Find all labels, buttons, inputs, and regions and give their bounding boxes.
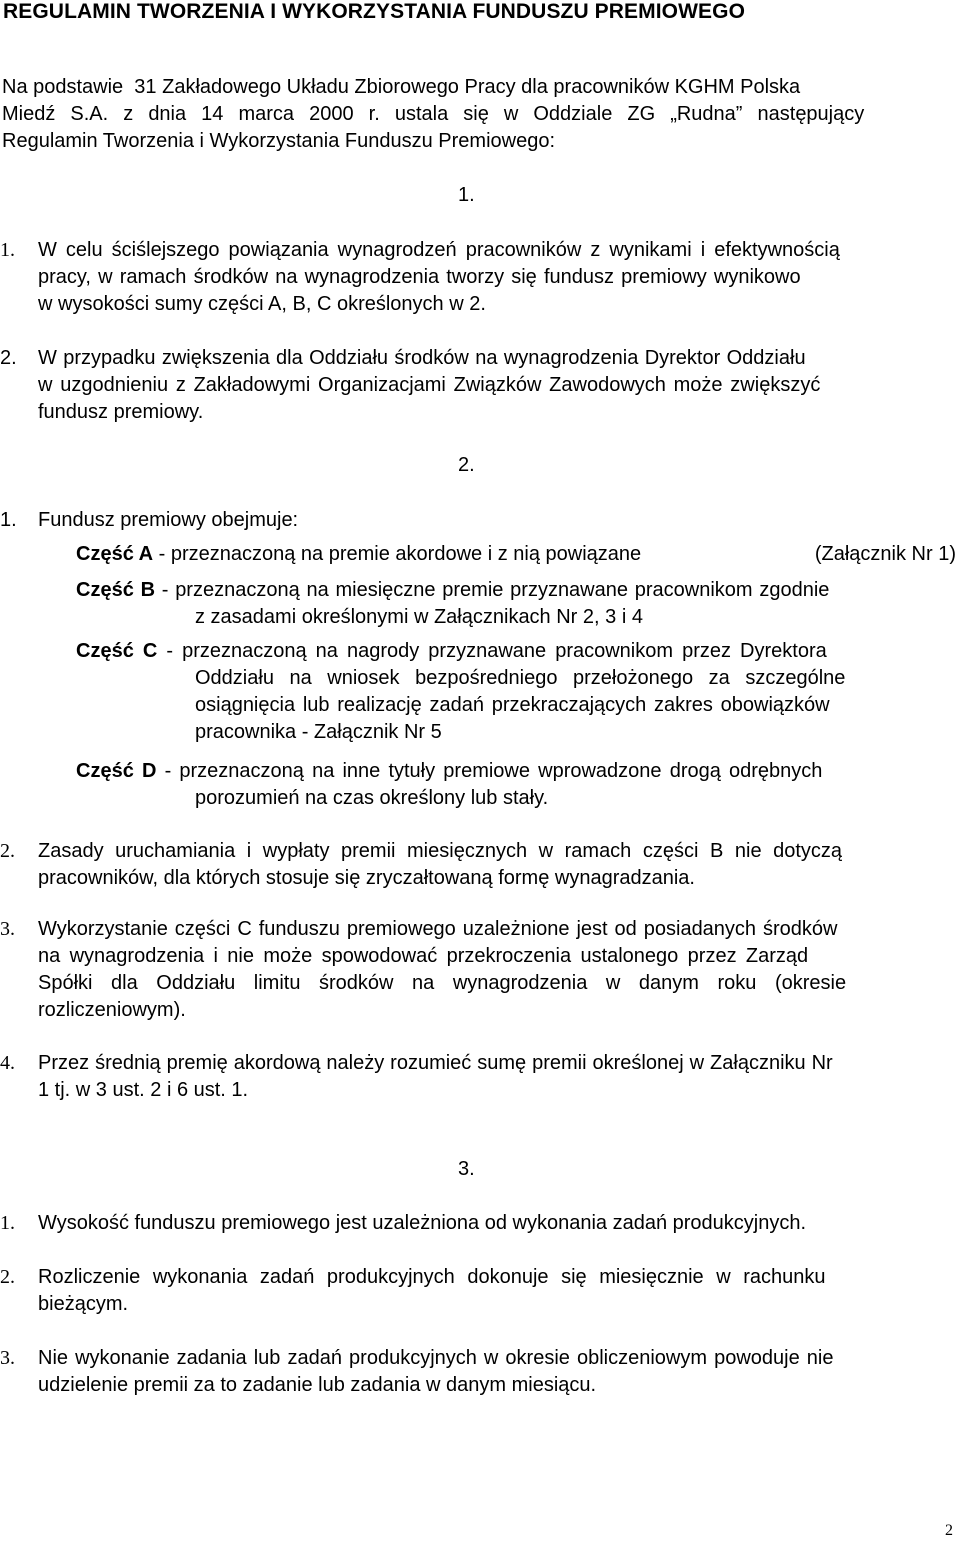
part-label: Część B	[76, 579, 156, 601]
part-label: Część A	[76, 543, 154, 565]
paragraph-line: udzielenie premii za to zadanie lub zadania w danym miesiącu.	[38, 1374, 597, 1396]
section-heading-2: 2.	[458, 454, 475, 476]
paragraph-number: 2.	[0, 840, 15, 862]
paragraph-line: Rozliczenie wykonania zadań produkcyjnych dokonuje się miesięcznie w rachunku	[38, 1266, 826, 1288]
paragraph-line: bieżącym.	[38, 1293, 129, 1315]
part-text: - przeznaczoną na inne tytuły premiowe wprowadzone drogą odrębnych	[156, 760, 823, 782]
paragraph-line: fundusz premiowy.	[38, 401, 204, 423]
paragraph-line: W celu ściślejszego powiązania wynagrodzeń pracowników z wynikami i efektywnością	[38, 239, 840, 261]
intro-line: Regulamin Tworzenia i Wykorzystania Funduszu Premiowego:	[2, 130, 556, 152]
paragraph-line: rozliczeniowym).	[38, 999, 186, 1021]
document-title: REGULAMIN TWORZENIA I WYKORZYSTANIA FUNDUSZU PREMIOWEGO	[3, 0, 746, 23]
paragraph-line: 1 tj. w 3 ust. 2 i 6 ust. 1.	[38, 1079, 249, 1101]
paragraph-number: 3.	[0, 1347, 15, 1369]
paragraph-line: Przez średnią premię akordową należy rozumieć sumę premii określonej w Załączniku Nr	[38, 1052, 833, 1074]
part-text: - przeznaczoną na premie akordowe i z nią powiązane	[153, 543, 642, 565]
paragraph-line: w uzgodnieniu z Zakładowymi Organizacjami Związków Zawodowych może zwiększyć	[38, 374, 821, 396]
part-text: - przeznaczoną na miesięczne premie przyznawane pracownikom zgodnie	[155, 579, 830, 601]
page-number: 2	[945, 1522, 953, 1539]
part-c	[76, 638, 956, 746]
part-text: porozumień na czas określony lub stały.	[195, 787, 549, 809]
paragraph-number: 1.	[0, 509, 17, 531]
paragraph-line: pracowników, dla których stosuje się zryczałtowaną formę wynagradzania.	[38, 867, 695, 889]
paragraph-number: 4.	[0, 1052, 15, 1074]
part-label: Część C	[76, 640, 158, 662]
paragraph-line: Spółki dla Oddziału limitu środków na wynagrodzenia w danym roku (okresie	[38, 972, 847, 994]
part-text: pracownika - Załącznik Nr 5	[195, 721, 442, 743]
paragraph-line: w wysokości sumy części A, B, C określonych w 2.	[38, 293, 486, 315]
paragraph-line: Zasady uruchamiania i wypłaty premii miesięcznych w ramach części B nie dotyczą	[38, 840, 843, 862]
part-label: Część D	[76, 760, 157, 782]
part-a	[76, 541, 956, 568]
part-b	[76, 577, 956, 631]
part-annex: (Załącznik Nr 1)	[814, 543, 956, 565]
intro-line: Na podstawie 31 Zakładowego Układu Zbiorowego Pracy dla pracowników KGHM Polska	[2, 76, 801, 98]
paragraph-line: Nie wykonanie zadania lub zadań produkcyjnych w okresie obliczeniowym powoduje nie	[38, 1347, 834, 1369]
paragraph-number: 2.	[0, 1266, 15, 1288]
paragraph-number: 1.	[0, 239, 15, 261]
intro-paragraph	[2, 74, 952, 155]
intro-line: Miedź S.A. z dnia 14 marca 2000 r. ustala się w Oddziale ZG „Rudna” następujący	[2, 103, 865, 125]
section-heading-3: 3.	[458, 1158, 475, 1180]
paragraph-line: W przypadku zwiększenia dla Oddziału środków na wynagrodzenia Dyrektor Oddziału	[38, 347, 806, 369]
paragraph-number: 3.	[0, 918, 15, 940]
part-text: - przeznaczoną na nagrody przyznawane pracownikom przez Dyrektora	[157, 640, 827, 662]
paragraph-line: Wysokość funduszu premiowego jest uzależniona od wykonania zadań produkcyjnych.	[38, 1212, 807, 1234]
paragraph-text: Fundusz premiowy obejmuje:	[38, 509, 299, 531]
paragraph-line: na wynagrodzenia i nie może spowodować przekroczenia ustalonego przez Zarząd	[38, 945, 809, 967]
part-text: z zasadami określonymi w Załącznikach Nr 2, 3 i 4	[195, 606, 643, 628]
paragraph-number: 2.	[0, 347, 17, 369]
section-heading-1: 1.	[458, 184, 475, 206]
part-text: osiągnięcia lub realizację zadań przekraczających zakres obowiązków	[195, 694, 830, 716]
part-d	[76, 758, 956, 812]
paragraph-line: pracy, w ramach środków na wynagrodzenia tworzy się fundusz premiowy wynikowo	[38, 266, 801, 288]
part-text: Oddziału na wniosek bezpośredniego przełożonego za szczególne	[195, 667, 846, 689]
paragraph-line: Wykorzystanie części C funduszu premiowego uzależnione jest od posiadanych środków	[38, 918, 838, 940]
paragraph-number: 1.	[0, 1212, 15, 1234]
